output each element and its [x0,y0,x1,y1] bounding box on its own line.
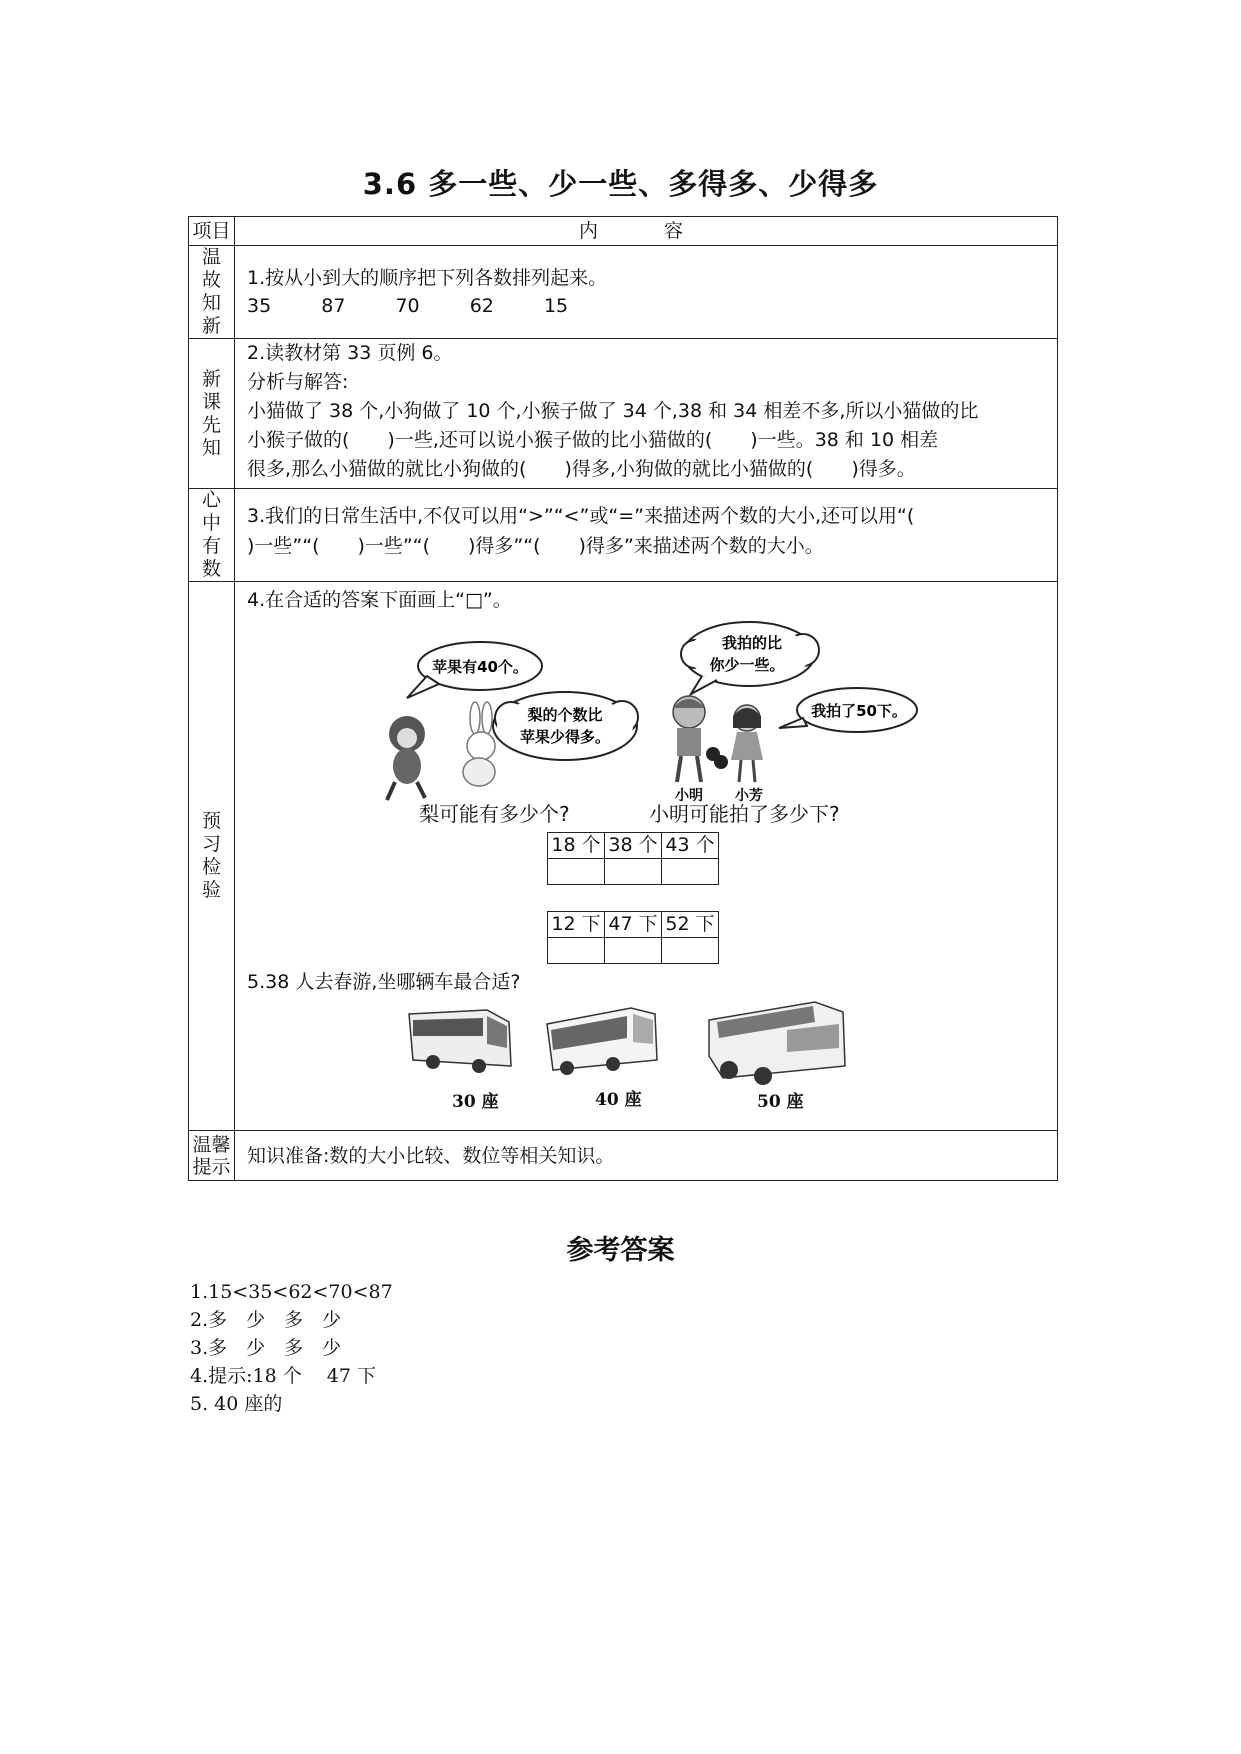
girl-figure [714,705,763,782]
section-content-check [235,582,1058,1131]
number-list [247,292,1047,320]
option-pear: 18 个 [548,833,605,859]
question-2-text: 小猫做了 38 个,小狗做了 10 个,小猴子做了 34 个,38 和 34 相差不多,所以小猫做的比 [247,400,979,422]
number-item: 62 [469,295,494,317]
answer-line: 2.多 少 多 少 [190,1309,342,1331]
section-understand [189,489,1058,582]
section-preview [189,339,1058,489]
cloud-bubble-rabbit [493,692,638,760]
page-title: 3.6 多一些、少一些、多得多、少得多 [362,167,879,201]
question-2-text: 小猴子做的( )一些,还可以说小猴子做的比小猫做的( )一些。38 和 10 相差 [247,429,939,451]
section-content-understand [235,489,1058,582]
option-pear: 38 个 [605,833,662,859]
question-1: 1.按从小到大的顺序把下列各数排列起来。 [247,267,608,289]
answer-box[interactable] [662,938,719,964]
section-label-review: 温 故 知 新 [189,246,235,339]
option-pear: 43 个 [662,833,719,859]
question-pear: 梨可能有多少个? [419,802,570,826]
answers-title: 参考答案 [566,1235,675,1266]
number-item: 15 [543,295,569,317]
question-5: 5.38 人去春游,坐哪辆车最合适? [247,971,521,993]
tip-text: 知识准备:数的大小比较、数位等相关知识。 [235,1131,1058,1181]
bubble-girl-text: 我拍了50下。 [811,702,907,720]
answer-box[interactable] [605,938,662,964]
option-ball: 52 下 [662,912,719,938]
options-ball-table [547,911,719,964]
bus-label: 30 座 [452,1092,499,1112]
number-item: 35 [247,295,272,317]
options-pear-table [547,832,719,885]
header-content: 内 容 [235,217,1058,246]
section-check [189,582,1058,1131]
bus-40-seat [547,1008,657,1075]
bus-50-seat [709,1002,845,1085]
bubble-rabbit-text: 梨的个数比 [527,706,603,724]
section-content-preview [235,339,1058,489]
buses-svg [247,996,1047,1116]
worksheet-table [188,216,1058,1181]
bus-illustrations [247,996,1047,1126]
bubble-monkey-text: 苹果有40个。 [432,658,528,676]
bus-label: 50 座 [757,1092,804,1112]
section-label-understand: 心 中 有 数 [189,489,235,582]
answer-line: 5. 40 座的 [190,1393,283,1415]
section-label-check: 预 习 检 验 [189,582,235,1131]
section-review [189,246,1058,339]
answer-box[interactable] [548,938,605,964]
section-label-preview: 新 课 先 知 [189,339,235,489]
option-ball: 47 下 [605,912,662,938]
section-tip [189,1131,1058,1181]
monkey-figure [387,716,425,800]
answers-list [190,1278,393,1418]
answer-box[interactable] [605,859,662,885]
rabbit-figure [463,702,495,786]
number-item: 70 [395,295,420,317]
bus-label: 40 座 [595,1090,642,1110]
label-boy-name: 小明 [675,788,703,804]
illustration-scene [247,614,1047,834]
question-ball: 小明可能拍了多少下? [649,802,840,826]
question-4: 4.在合适的答案下面画上“□”。 [247,589,512,611]
question-2-title: 2.读教材第 33 页例 6。 [247,342,453,364]
bubble-rabbit-text: 苹果少得多。 [519,728,611,746]
question-3-text: 3.我们的日常生活中,不仅可以用“>”“<”或“=”来描述两个数的大小,还可以用“( [247,505,915,527]
answer-line: 1.15<35<62<70<87 [190,1281,393,1303]
label-girl-name: 小芳 [735,788,763,804]
bubble-boy-text: 我拍的比 [721,634,783,652]
question-2-text: 很多,那么小猫做的就比小狗做的( )得多,小狗做的就比小猫做的( )得多。 [247,458,916,480]
question-3-text: )一些”“( )一些”“( )得多”“( )得多”来描述两个数的大小。 [247,535,824,557]
option-ball: 12 下 [548,912,605,938]
table-header-row [189,217,1058,246]
section-label-tip: 温馨 提示 [189,1131,235,1181]
bus-30-seat [409,1010,511,1073]
answer-box[interactable] [662,859,719,885]
scene-illustration [247,614,1047,804]
bubble-boy-text: 你少一些。 [709,656,785,674]
answer-box[interactable] [548,859,605,885]
number-item: 87 [321,295,346,317]
boy-figure [673,696,720,782]
header-item: 项目 [189,217,235,246]
section-content-review [235,246,1058,339]
answer-line: 4.提示:18 个 47 下 [190,1365,377,1387]
question-2-subtitle: 分析与解答: [247,371,349,393]
answer-line: 3.多 少 多 少 [190,1337,342,1359]
